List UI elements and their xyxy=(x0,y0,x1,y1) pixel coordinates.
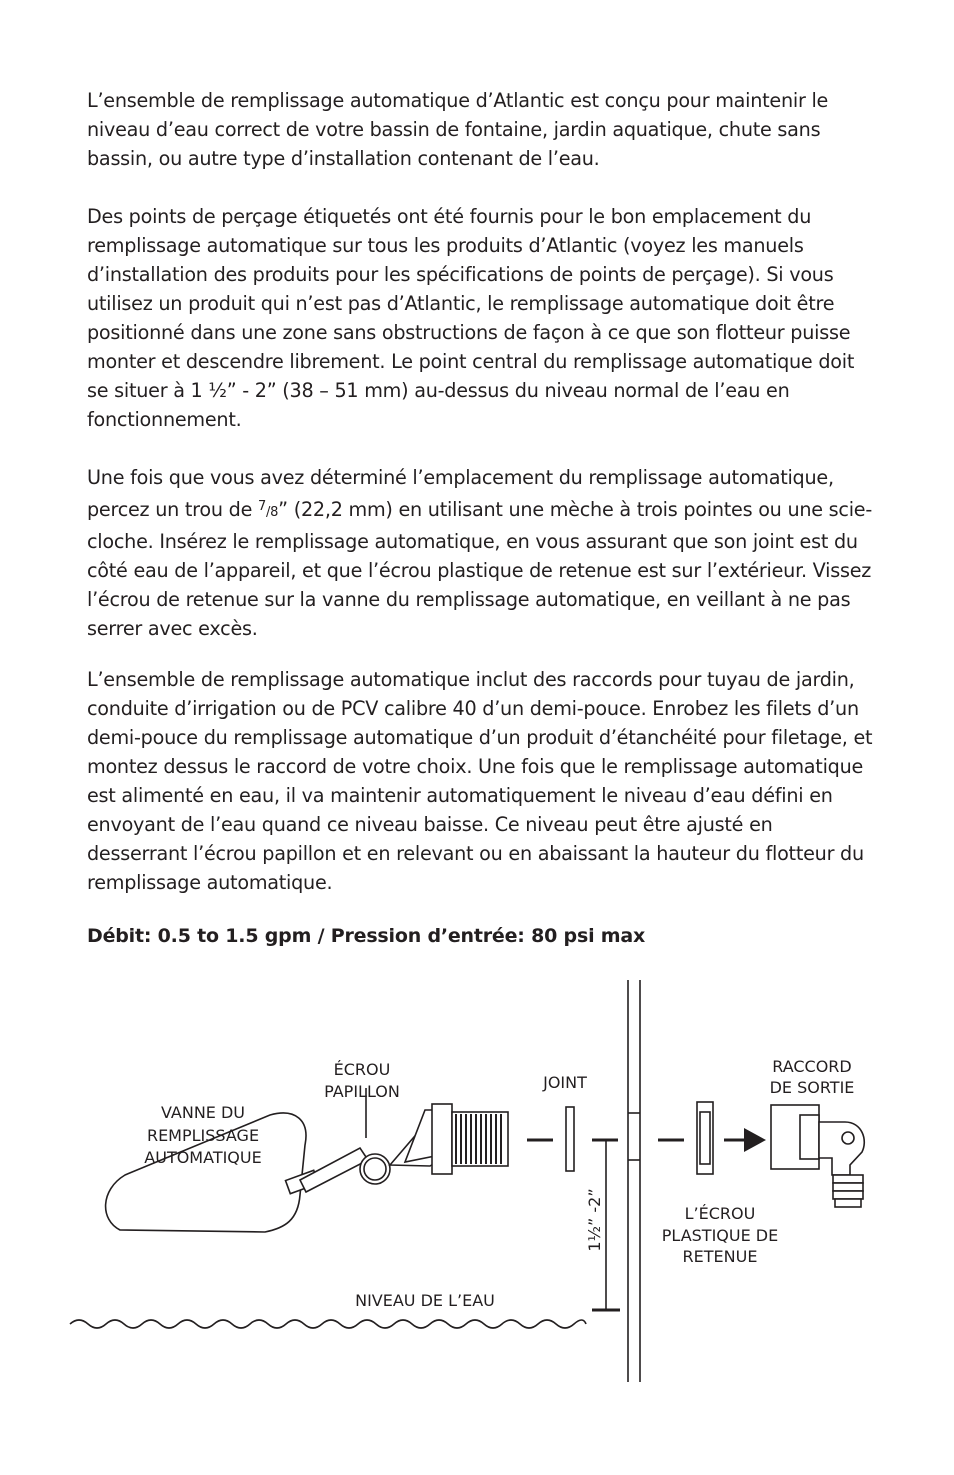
paragraph-part: Une fois que vous avez déterminé l’emplacement du remplissage automatique, percez un trou de xyxy=(87,466,834,521)
intro-paragraph xyxy=(87,86,877,173)
autofill-installation-diagram xyxy=(0,970,954,1390)
drilling-paragraph xyxy=(87,463,877,643)
paragraph-text: L’ensemble de remplissage automatique d’Atlantic est conçu pour maintenir le niveau d’eau correct de votre bassin de fontaine, jardin aquatique, chute sans bassin, ou autre type d’installation contenant de l’eau. xyxy=(87,89,829,170)
label-ecrou-1: ÉCROU xyxy=(333,1060,391,1079)
water-wave xyxy=(70,1320,586,1328)
label-raccord-2: DE SORTIE xyxy=(769,1078,855,1097)
outlet-fitting xyxy=(771,1105,864,1207)
label-plastique-3: RETENUE xyxy=(682,1247,758,1266)
label-vanne-1: VANNE DU xyxy=(160,1103,246,1122)
label-ecrou-2: PAPILLON xyxy=(324,1082,400,1101)
gasket xyxy=(566,1107,574,1171)
paragraph-text xyxy=(87,463,877,643)
label-niveau: NIVEAU DE L’EAU xyxy=(355,1291,495,1310)
paragraph-text: L’ensemble de remplissage automatique inclut des raccords pour tuyau de jardin, conduite d’irrigation ou de PCV calibre 40 d’un demi-pouce. Enrobez les filets d’un demi-pouce du remplissage automatique d’un produit d’étanchéité pour filetage, et montez dessus le raccord de votre choix. Une fois que le remplissage automatique est alimenté en eau, il va maintenir automatiquement le niveau d’eau défini en envoyant de l’eau quand ce niveau baisse. Ce niveau peut être ajusté en desserrant l’écrou papillon et en relevant ou en abaissant la hauteur du flotteur du remplissage automatique. xyxy=(87,668,873,894)
paragraph-text: Des points de perçage étiquetés ont été fournis pour le bon emplacement du remplissage automatique sur tous les produits d’Atlantic (voyez les manuels d’installation des produits pour les spécifications de points de perçage). Si vous utilisez un produit qui n’est pas d’Atlantic, le remplissage automatique doit être positionné dans une zone sans obstructions de façon à ce que son flotteur puisse monter et descendre librement. Le point central du remplissage automatique doit se situer à 1 ½” - 2” (38 – 51 mm) au-dessus du niveau normal de l’eau en fonctionnement. xyxy=(87,205,855,431)
fraction-numerator: 7 xyxy=(257,499,267,514)
label-dimension: 1½” -2” xyxy=(585,1188,604,1252)
wing-nut xyxy=(360,1088,390,1184)
placement-paragraph xyxy=(87,202,877,434)
label-joint: JOINT xyxy=(543,1073,587,1092)
wall xyxy=(628,980,640,1382)
arrow-icon xyxy=(744,1128,766,1152)
label-vanne-3: AUTOMATIQUE xyxy=(144,1148,262,1167)
retaining-nut xyxy=(658,1102,766,1174)
label-vanne-2: REMPLISSAGE xyxy=(146,1126,260,1145)
label-raccord-1: RACCORD xyxy=(772,1057,852,1076)
paragraph-part: ” (22,2 mm) en utilisant une mèche à trois pointes ou une scie-cloche. Insérez le remplissage automatique, en vous assurant que son joint est du côté eau de l’appareil, et que l’écrou plastique de retenue est sur l’extérieur. Vissez l’écrou de retenue sur la vanne du remplissage automatique, en veillant à ne pas serrer avec excès. xyxy=(87,498,873,640)
valve-body xyxy=(390,1104,553,1174)
fraction-denominator: /8 xyxy=(266,505,279,520)
spec-line: Débit: 0.5 to 1.5 gpm / Pression d’entrée: 80 psi max xyxy=(87,925,646,947)
fittings-paragraph xyxy=(87,665,877,897)
label-plastique-2: PLASTIQUE DE xyxy=(661,1226,779,1245)
label-plastique-1: L’ÉCROU xyxy=(684,1204,756,1223)
